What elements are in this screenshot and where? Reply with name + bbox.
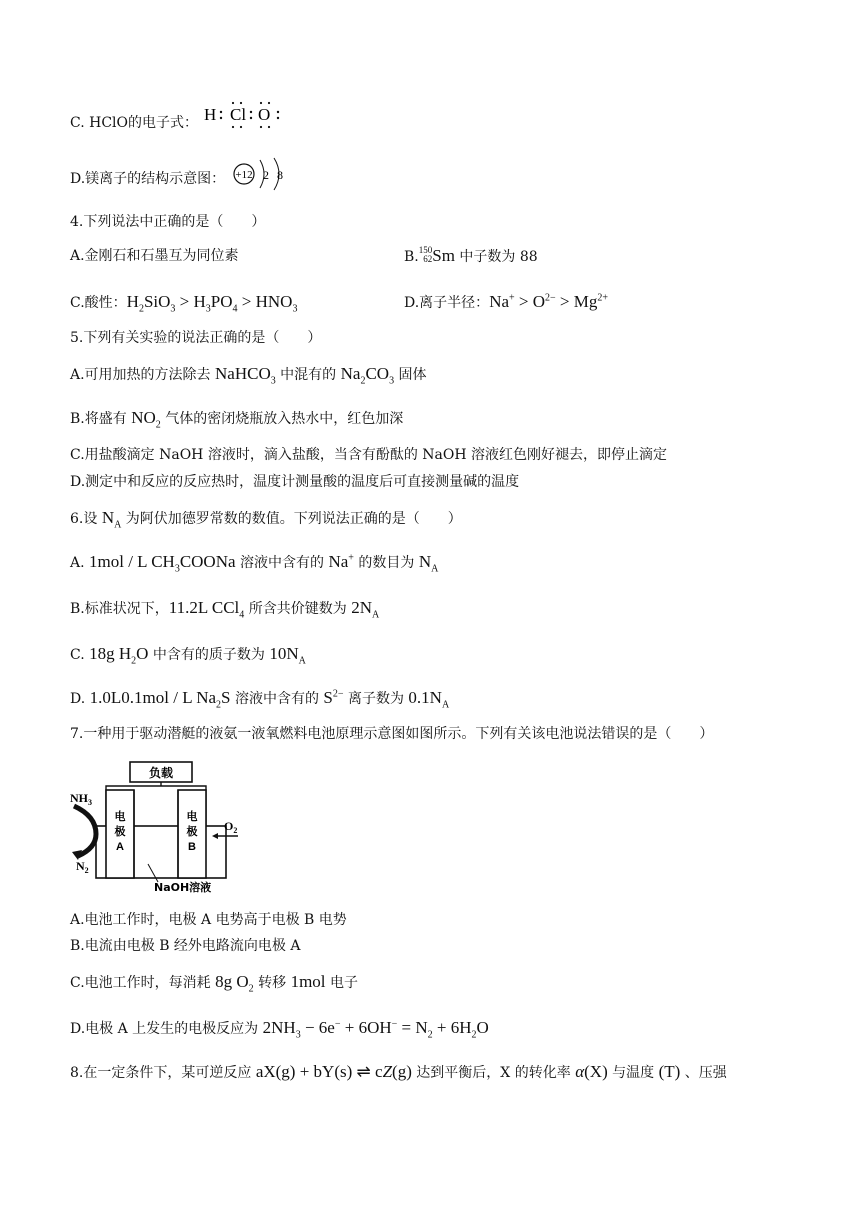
nucleus-charge: +12 (235, 169, 253, 181)
q4-option-a: A.金刚石和石墨互为同位素 (70, 248, 239, 264)
svg-text:Cl: Cl (230, 105, 247, 124)
q5-option-c: C.用盐酸滴定 NaOH 溶液时，滴入盐酸，当含有酚酞的 NaOH 溶液红色刚好褪去，即停止滴定 (70, 447, 668, 463)
q3-option-c-label: C. HClO的电子式： (70, 115, 198, 131)
sm-symbol: Sm (432, 246, 455, 265)
load-label: 负载 (148, 766, 174, 780)
q4-option-b-prefix: B. (404, 249, 419, 265)
electrode-a-char-3: A (116, 841, 124, 853)
q5-stem: 5.下列有关实验的说法正确的是（ ） (70, 330, 322, 346)
q4-option-d (404, 292, 608, 313)
electrolyte-label: NaOH溶液 (154, 881, 212, 894)
q4-option-d-prefix: D.离子半径： (404, 295, 490, 311)
q5-option-b: B.将盛有 $NO_2$ 气体的密闭烧瓶放入热水中，红色加深 (70, 408, 404, 431)
mg-ion-structure-diagram (230, 154, 300, 194)
o2-label: $O_2$ (224, 819, 238, 835)
q4-option-c (70, 292, 297, 313)
svg-text:O: O (258, 105, 271, 124)
q6-stem: 6.设 $N_A$ 为阿伏加德罗常数的数值。下列说法正确的是（ ） (70, 508, 462, 531)
q6-option-c: C. 18g $H_2O$ 中含有的质子数为 $10N_A$ (70, 644, 306, 667)
acidity-formula: $H_2SiO_3 > H_3PO_4 > HNO_3$ (126, 292, 298, 315)
q6-option-b: B.标准状况下，11.2L CCl$_4$ 所含共价键数为 $2N_A$ (70, 598, 380, 621)
electrode-a-char-2: 极 (114, 825, 126, 838)
q7-option-b: B.电流由电极 B 经外电路流向电极 A (70, 938, 301, 954)
q4-option-c-prefix: C.酸性： (70, 295, 127, 311)
electrode-a-char-1: 电 (114, 810, 126, 823)
svg-text:H: H (204, 105, 217, 124)
q5-option-d: D.测定中和反应的反应热时，温度计测量酸的温度后可直接测量碱的温度 (70, 474, 520, 490)
electrode-b-char-3: B (188, 841, 196, 853)
electrode-b-char-2: 极 (186, 825, 198, 838)
q7-option-d: D.电极 A 上发生的电极反应为 $2NH_3 - 6e^- + 6OH^- = N_2 + 6H_2O$ (70, 1018, 489, 1041)
q3-option-d-label: D.镁离子的结构示意图： (70, 171, 226, 187)
q7-option-a: A.电池工作时，电极 A 电势高于电极 B 电势 (70, 912, 347, 928)
hclo-dots-diagram (202, 100, 297, 130)
hclo-electron-formula (202, 105, 297, 138)
shell-1-count: 2 (262, 168, 269, 182)
q6-option-a: A. 1mol / L $CH_3COONa$ 溶液中含有的 Na+ 的数目为 $N_A$ (70, 552, 439, 575)
q3-option-d (70, 164, 300, 194)
n2-label: $N_2$ (76, 859, 89, 875)
nh3-label: $NH_3$ (70, 791, 92, 807)
q8-stem: 8.在一定条件下，某可逆反应 aX(g) + bY(s) ⇌ cZ(g) 达到平衡后，X 的转化率 α(X) 与温度 (T) 、压强 (70, 1062, 727, 1081)
q6-option-d: D. 1.0L0.1mol / L $Na_2S$ 溶液中含有的 $S^{2-}$ 离子数为 $0.1N_A$ (70, 688, 450, 711)
electrode-b-char-1: 电 (186, 810, 198, 823)
q4-option-b-suffix: 中子数为 88 (454, 249, 538, 265)
fuel-cell-diagram (66, 760, 256, 895)
q7-stem: 7.一种用于驱动潜艇的液氨一液氧燃料电池原理示意图如图所示。下列有关该电池说法错误的是（ ） (70, 726, 714, 742)
shell-2-count: 8 (276, 168, 283, 182)
q3-option-c (70, 105, 297, 138)
sm-mass-number: 150 (418, 245, 433, 255)
q4-stem: 4.下列说法中正确的是（ ） (70, 214, 266, 230)
q5-option-a: A.可用加热的方法除去 NaHCO$_3$ 中混有的 $Na_2CO_3$ 固体 (70, 364, 427, 387)
ion-radius-formula: $Na^+ > O^{2-} > Mg^{2+}$ (489, 292, 609, 311)
q7-option-c: C.电池工作时，每消耗 8g $O_2$ 转移 1mol 电子 (70, 972, 358, 995)
sm-atomic-number: 62 (423, 254, 433, 264)
q4-option-b (404, 246, 538, 267)
